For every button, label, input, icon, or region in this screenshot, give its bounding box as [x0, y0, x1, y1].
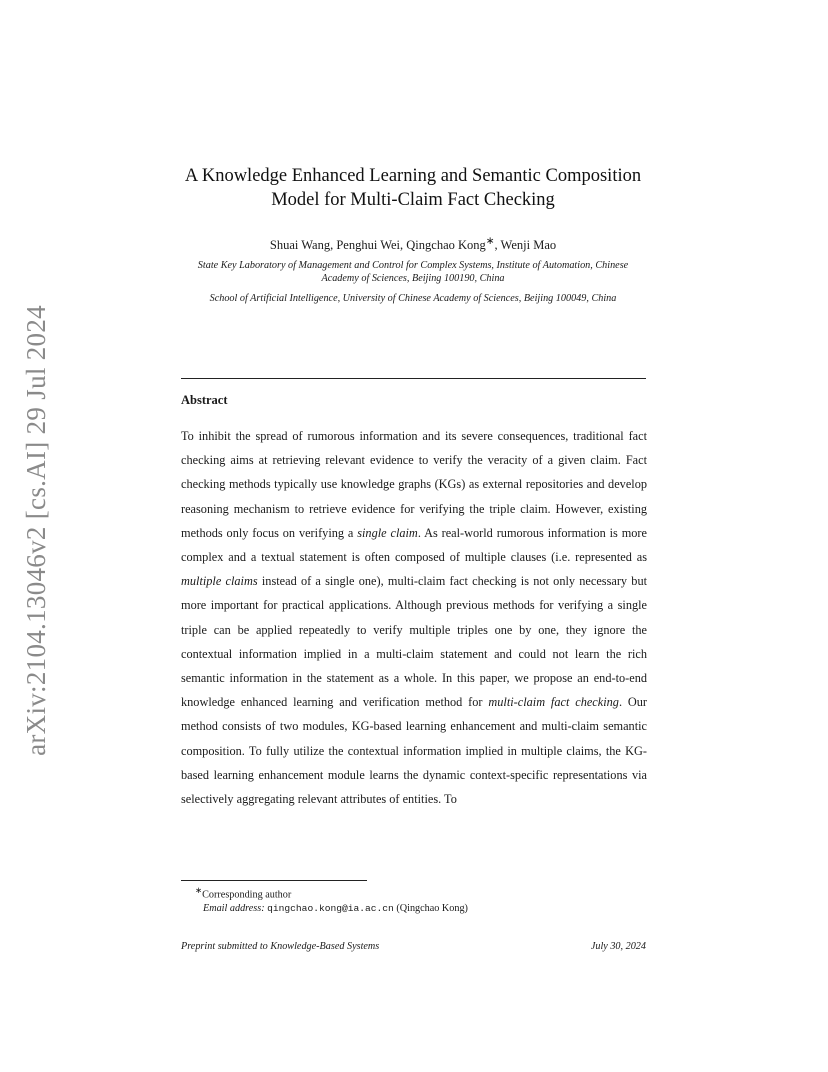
arxiv-identifier-text: arXiv:2104.13046v2 [cs.AI] 29 Jul 2024: [20, 304, 51, 756]
abstract-part-1: To inhibit the spread of rumorous information and its severe consequences, traditional fact checking aims at retrieving relevant evidence to verify the veracity of a given claim. Fact checking methods typically use knowledge graphs (KGs) as external repositories and develop reasoning mechanism to retrieve evidence for verifying the triple claim. However, existing methods only focus on verifying a: [181, 429, 647, 540]
arxiv-identifier: [10, 300, 62, 760]
authors-names-rest: , Wenji Mao: [494, 238, 557, 253]
authors-names: Shuai Wang, Penghui Wei, Qingchao Kong: [269, 238, 486, 253]
abstract-text: [181, 424, 647, 811]
corresponding-mark: ∗: [485, 236, 495, 247]
email-owner: (Qingchao Kong): [396, 903, 468, 915]
footnote-corresponding: [195, 883, 468, 902]
footnote-mark: ∗: [195, 885, 203, 895]
footnotes: [195, 883, 468, 916]
footnote-email: [195, 902, 468, 916]
paper-title: A Knowledge Enhanced Learning and Semantic Composition Model for Multi-Claim Fact Checking: [184, 166, 642, 210]
abstract-divider: [181, 378, 646, 379]
affiliation-2: School of Artificial Intelligence, University of Chinese Academy of Sciences, Beijing 100049, China: [209, 293, 617, 304]
abstract-emphasis-1: single claim: [357, 525, 418, 540]
abstract-part-2: . As real-world rumorous information is more complex and a textual statement is often composed of multiple clauses (i.e. represented as: [181, 525, 647, 565]
preprint-note: Preprint submitted to Knowledge-Based Systems: [181, 941, 380, 952]
footnote-divider: [181, 880, 367, 881]
preprint-date: July 30, 2024: [590, 941, 646, 952]
abstract-emphasis-2: multiple claims: [181, 574, 258, 589]
abstract-emphasis-3: multi-claim fact checking: [488, 695, 619, 710]
affiliation-1: State Key Laboratory of Management and Control for Complex Systems, Institute of Automation, Chinese Academy of Sciences, Beijing 100190, China: [197, 260, 629, 284]
author-list: [180, 235, 646, 253]
abstract-part-3: instead of a single one), multi-claim fact checking is not only necessary but more important for practical applications. Although previous methods for verifying a single triple can be applied repeatedly to verify multiple triples one by one, they ignore the contextual information implied in a multi-claim statement and could not learn the rich semantic information in the statement as a whole. In this paper, we propose an end-to-end knowledge enhanced learning and verification method for: [181, 574, 648, 710]
abstract-part-4: . Our method consists of two modules, KG-based learning enhancement and multi-claim semantic composition. To fully utilize the contextual information implied in multiple claims, the KG-based learning enhancement module learns the dynamic context-specific representations via selectively aggregating relevant attributes of entities. To: [181, 695, 647, 807]
email-label: Email address:: [203, 903, 265, 915]
email-address[interactable]: qingchao.kong@ia.ac.cn: [267, 903, 394, 915]
abstract-heading: Abstract: [181, 393, 228, 407]
footnote-corresponding-text: Corresponding author: [202, 889, 292, 901]
